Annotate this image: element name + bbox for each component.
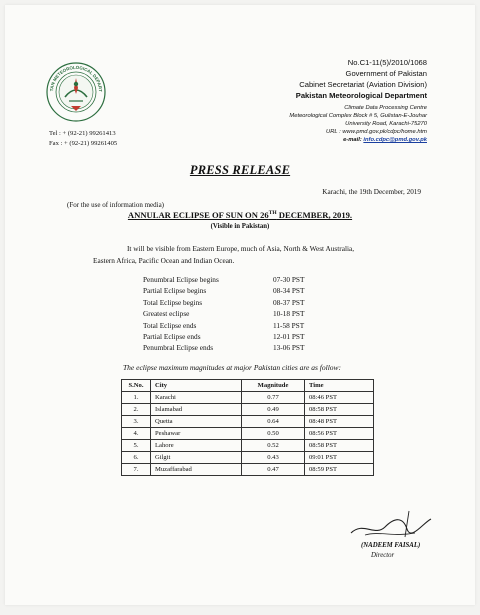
cell-city: Muzaffarabad — [151, 464, 242, 476]
phase-row — [143, 342, 304, 353]
cell-city: Peshawar — [151, 428, 242, 440]
phase-name: Greatest eclipse — [143, 309, 190, 319]
cell-time: 08:58 PST — [305, 404, 374, 416]
phase-time: 13-06 PST — [273, 343, 305, 353]
cell-magnitude: 0.47 — [242, 464, 305, 476]
phase-name: Total Eclipse ends — [143, 320, 197, 330]
cell-city: Islamabad — [151, 404, 242, 416]
fax-line: Fax : + (92-21) 99261405 — [49, 140, 118, 147]
press-release-page — [5, 5, 475, 605]
cell-magnitude: 0.52 — [242, 440, 305, 452]
document-date: Karachi, the 19th December, 2019 — [322, 188, 421, 196]
cell-sno: 7. — [122, 464, 151, 476]
address-line: Climate Data Processing Centre — [344, 105, 427, 111]
header-time: Time — [305, 380, 374, 392]
contact-block — [49, 129, 117, 149]
eclipse-phase-list — [143, 274, 304, 354]
cell-sno: 5. — [122, 440, 151, 452]
city-magnitude-table — [121, 379, 374, 476]
phase-name: Penumbral Eclipse ends — [143, 343, 214, 353]
phase-time: 08-37 PST — [273, 297, 305, 307]
phase-time: 11-58 PST — [273, 320, 305, 330]
table-row — [122, 440, 374, 452]
cell-time: 09:01 PST — [305, 452, 374, 464]
cell-city: Karachi — [151, 392, 242, 404]
email-link[interactable]: info.cdpc@pmd.gov.pk — [363, 137, 427, 143]
signature-icon — [345, 507, 435, 541]
media-use-note: (For the use of information media) — [67, 201, 165, 209]
visibility-note: (Visible in Pakistan) — [210, 223, 270, 230]
government-name: Government of Pakistan — [345, 69, 427, 78]
table-row — [122, 416, 374, 428]
cell-time: 08:48 PST — [305, 416, 374, 428]
address-block — [197, 104, 427, 144]
cabinet-division: Cabinet Secretariat (Aviation Division) — [299, 80, 427, 89]
tel-line: Tel : + (92-21) 99261413 — [49, 130, 116, 137]
email-line — [197, 136, 427, 144]
subject-text-end: DECEMBER, 2019. — [276, 210, 353, 220]
cell-sno: 2. — [122, 404, 151, 416]
cell-time: 08:58 PST — [305, 440, 374, 452]
phase-row — [143, 331, 304, 342]
signer-name: (NADEEM FAISAL) — [361, 542, 421, 549]
cell-city: Gilgit — [151, 452, 242, 464]
subject-heading — [5, 210, 475, 220]
document-title: PRESS RELEASE — [189, 163, 291, 177]
header-magnitude: Magnitude — [242, 380, 305, 392]
address-line: Meteorological Complex Block # 5, Gulistan-E-Jouhar — [289, 113, 427, 119]
department-name: Pakistan Meteorological Department — [295, 91, 427, 100]
phase-name: Total Eclipse begins — [143, 297, 203, 307]
pmd-logo-icon — [45, 61, 107, 123]
url-line: URL : www.pmd.gov.pk/cdpc/home.htm — [326, 129, 427, 135]
cell-sno: 1. — [122, 392, 151, 404]
phase-name: Partial Eclipse begins — [143, 286, 207, 296]
phase-time: 12-01 PST — [273, 332, 305, 342]
phase-time: 08-34 PST — [273, 286, 305, 296]
address-line: University Road, Karachi-75270 — [345, 121, 427, 127]
header-city: City — [151, 380, 242, 392]
phase-row — [143, 320, 304, 331]
table-row — [122, 428, 374, 440]
phase-row — [143, 274, 304, 285]
header-sno: S.No. — [122, 380, 151, 392]
cell-magnitude: 0.77 — [242, 392, 305, 404]
logo-text: TAN METEOROLOGICAL DEPART — [48, 64, 104, 93]
table-lead-text: The eclipse maximum magnitudes at major Pakistan cities are as follow: — [123, 363, 342, 372]
email-label: e-mail: — [343, 137, 362, 143]
cell-time: 08:56 PST — [305, 428, 374, 440]
cell-magnitude: 0.50 — [242, 428, 305, 440]
phase-name: Partial Eclipse ends — [143, 332, 201, 342]
table-row — [122, 452, 374, 464]
subject-text: ANNULAR ECLIPSE OF SUN ON 26 — [127, 210, 269, 220]
cell-time: 08:59 PST — [305, 464, 374, 476]
phase-time: 07-30 PST — [273, 275, 305, 284]
cell-sno: 3. — [122, 416, 151, 428]
cell-city: Lahore — [151, 440, 242, 452]
cell-time: 08:46 PST — [305, 392, 374, 404]
subject-superscript: TH — [268, 210, 277, 217]
table-header-row — [122, 380, 374, 392]
cell-magnitude: 0.43 — [242, 452, 305, 464]
phase-row — [143, 285, 304, 296]
cell-sno: 6. — [122, 452, 151, 464]
visibility-paragraph: It will be visible from Eastern Europe, much of Asia, North & West Australia, — [127, 244, 355, 253]
table-row — [122, 392, 374, 404]
reference-number: No.C1-11(5)/2010/1068 — [347, 58, 427, 67]
table-row — [122, 404, 374, 416]
cell-magnitude: 0.64 — [242, 416, 305, 428]
cell-city: Quetta — [151, 416, 242, 428]
phase-row — [143, 308, 304, 319]
cell-magnitude: 0.49 — [242, 404, 305, 416]
letterhead-block — [197, 57, 427, 144]
phase-name: Penumbral Eclipse begins — [143, 275, 219, 284]
phase-row — [143, 297, 304, 308]
cell-sno: 4. — [122, 428, 151, 440]
signer-designation: Director — [371, 552, 395, 559]
table-row — [122, 464, 374, 476]
phase-time: 10-18 PST — [273, 309, 305, 319]
visibility-paragraph-cont: Eastern Africa, Pacific Ocean and Indian Ocean. — [93, 256, 235, 265]
